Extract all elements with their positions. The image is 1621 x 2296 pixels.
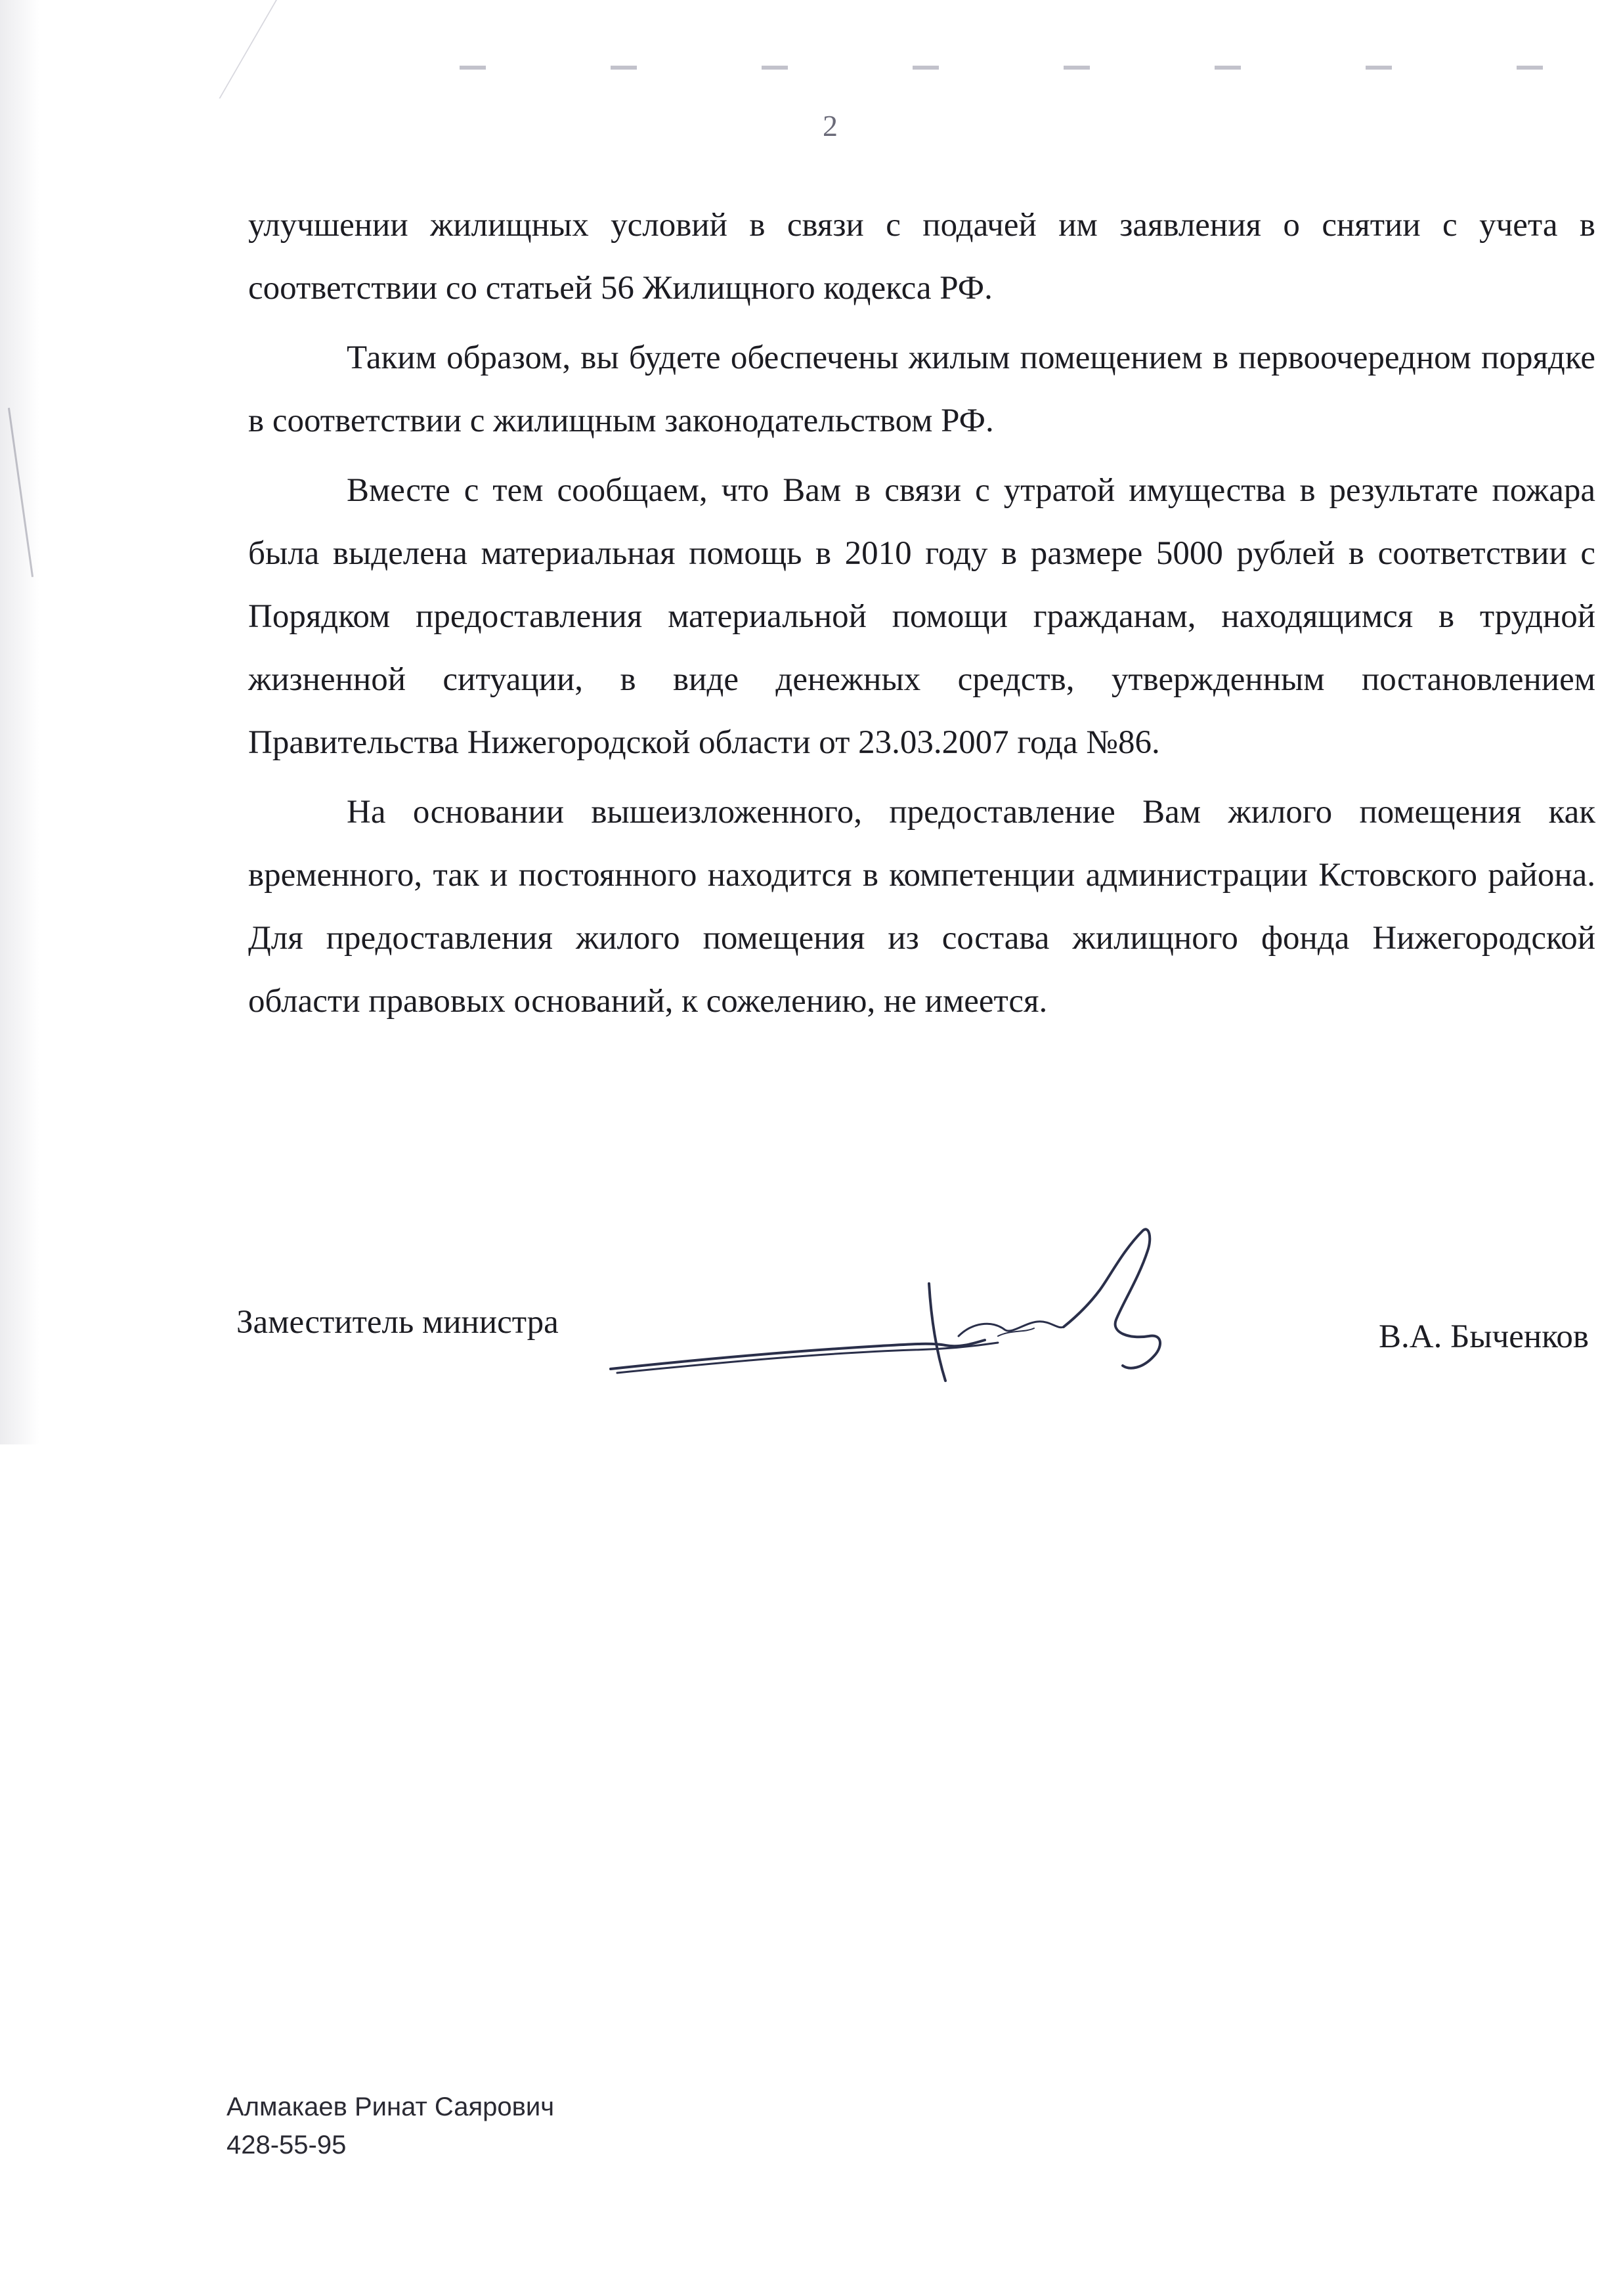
paragraph-continuation: улучшении жилищных условий в связи с подачей им заявления о снятии с учета в соответствии со статьей 56 Жилищного кодекса РФ.: [248, 207, 1595, 307]
scan-fold-mark: [219, 0, 382, 98]
executor-phone: 428-55-95: [227, 2131, 347, 2159]
page-number: 2: [823, 109, 838, 142]
paragraph-housing-priority: Таким образом, вы будете обеспечены жилым помещением в первоочередном порядке в соответствии с жилищным законодательством РФ.: [248, 339, 1595, 439]
signature-block: [236, 1303, 1589, 1435]
letter-body: [248, 194, 1595, 1039]
paragraph-material-aid: Вместе с тем сообщаем, что Вам в связи с утратой имущества в результате пожара была выделена материальная помощь в 2010 году в размере 5000 рублей в соответствии с Порядком предоставления материальной помощи гражданам, находящимся в трудной жизненной ситуации, в виде денежных средств, утвержденным постановлением Правительства Нижегородской области от 23.03.2007 года №86.: [248, 472, 1595, 761]
executor-name: Алмакаев Ринат Саярович: [227, 2092, 555, 2121]
signer-name: В.А. Быченков: [1379, 1318, 1589, 1355]
paragraph-conclusion: На основании вышеизложенного, предоставление Вам жилого помещения как временного, так и постоянного находится в компетенции администрации Кстовского района. Для предоставления жилого помещения из состава жилищного фонда Нижегородской области правовых оснований, к сожелению, не имеется.: [248, 794, 1595, 1020]
executor-footer: [227, 2088, 554, 2164]
signer-title: Заместитель министра: [236, 1304, 559, 1341]
scan-perforation-marks: [460, 66, 1576, 70]
scan-shadow-left: [0, 0, 39, 1444]
handwritten-signature: [604, 1205, 1195, 1402]
